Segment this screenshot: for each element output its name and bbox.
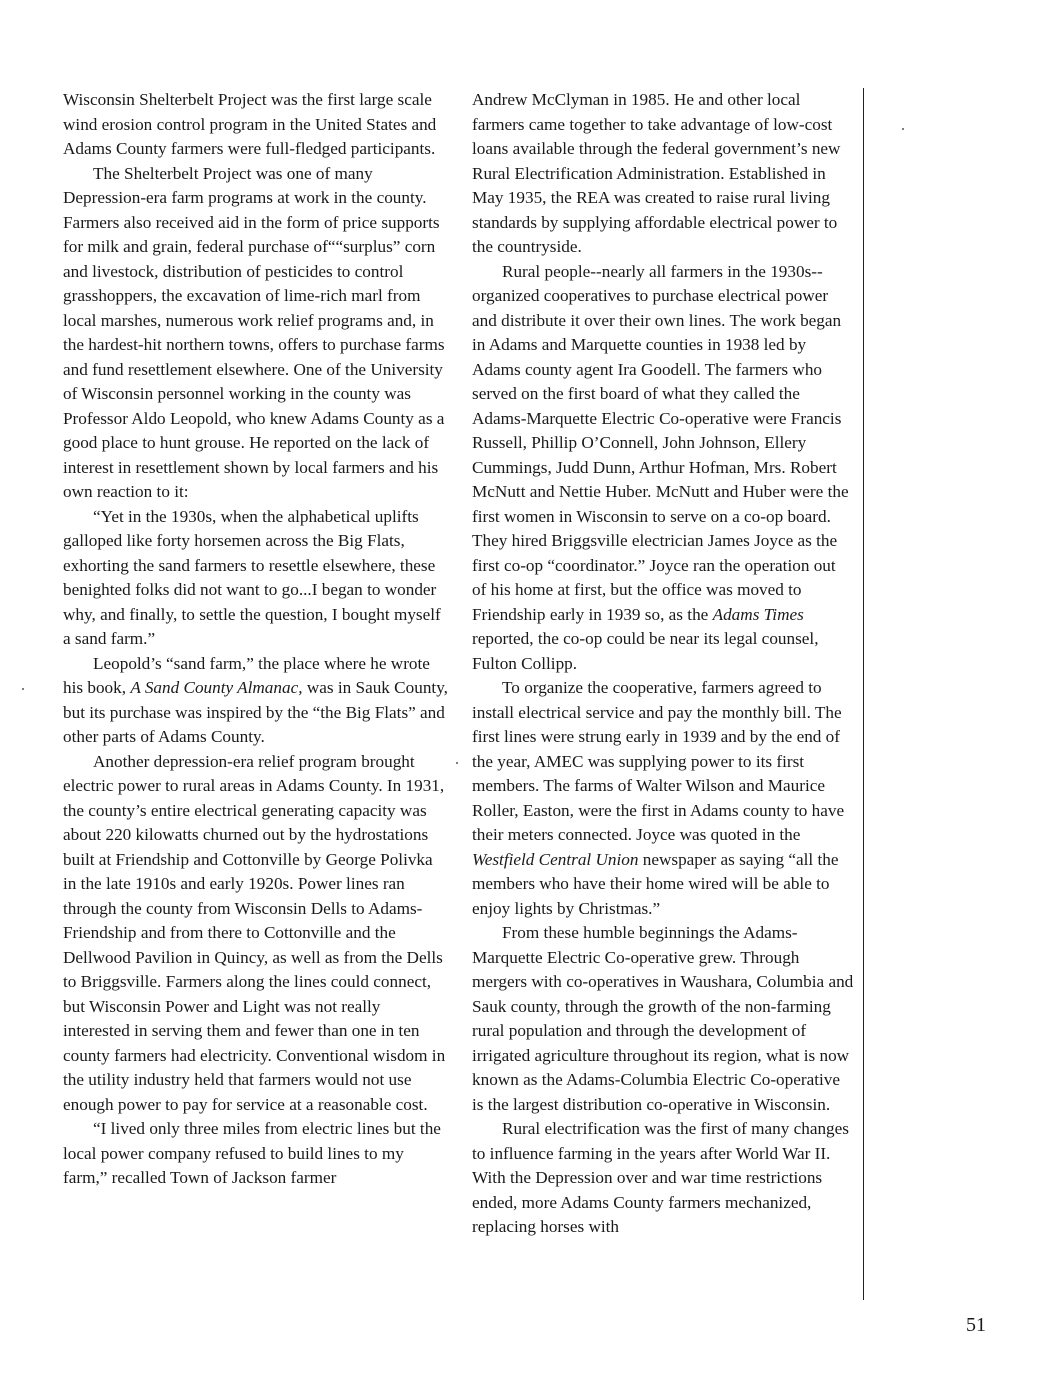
paragraph: Andrew McClyman in 1985. He and other local farmers came together to take advantage of low-cost loans available through the federal government’s new Rural Electrification Administration. Established in May 1935, the REA was created to raise rural living standards by supplying affordable electrical power to the countryside.: [472, 90, 841, 256]
right-column: [472, 88, 854, 1240]
paragraph: From these humble beginnings the Adams-Marquette Electric Co-operative grew. Through mergers with co-operatives in Waushara, Columbia and Sauk county, through the growth of the non-farming rural population and through the development of irrigated agriculture throughout its region, what is now known as the Adams-Columbia Electric Co-operative is the largest distribution co-operative in Wisconsin.: [472, 923, 854, 1114]
paragraph: Rural electrification was the first of many changes to influence farming in the years after World War II. With the Depression over and war time restrictions ended, more Adams County farmers mechanized, replacing horses with: [472, 1119, 849, 1236]
newspaper-title: Adams Times: [712, 604, 804, 624]
quote-paragraph: “Yet in the 1930s, when the alphabetical uplifts galloped like forty horsemen across the Big Flats, exhorting the sand farmers to resettle elsewhere, these benighted folks did not want to go...I began to wonder why, and finally, to settle the question, I bought myself a sand farm.”: [63, 506, 441, 648]
vertical-rule: [863, 88, 864, 1300]
paragraph: Wisconsin Shelterbelt Project was the first large scale wind erosion control program in the United States and Adams County farmers were full-fledged participants.: [63, 90, 437, 158]
paragraph: Leopold’s “sand farm,” the place where he wrote his book, A Sand County Almanac, was in Sauk County, but its purchase was inspired by the “the Big Flats” and other parts of Adams County.: [63, 653, 448, 746]
paragraph: To organize the cooperative, farmers agreed to install electrical service and pay the monthly bill. The first lines were strung early in 1939 and by the end of the year, AMEC was supplying power to its first members. The farms of Walter Wilson and Maurice Roller, Easton, were the first in Adams county to have their meters connected. Joyce was quoted in the Westfield Central Union newspaper as saying “all the members who have their home wired will be able to enjoy lights by Christmas.”: [472, 678, 845, 918]
book-title: A Sand County Almanac,: [130, 678, 303, 697]
paragraph: Another depression-era relief program brought electric power to rural areas in Adams County. In 1931, the county’s entire electrical generating capacity was about 220 kilowatts churned out by the hydrostations built at Friendship and Cottonville by George Polivka in the late 1910s and early 1920s. Power lines ran through the county from Wisconsin Dells to Adams-Friendship and from there to Cottonville and the Dellwood Pavilion in Quincy, as well as from the Dells to Briggsville. Farmers along the lines could connect, but Wisconsin Power and Light was not really interested in serving them and fewer than one in ten county farmers had electricity. Conventional wisdom in the utility industry held that farmers would not use enough power to pay for service at a reasonable cost.: [63, 751, 446, 1114]
paragraph: Rural people--nearly all farmers in the 1930s--organized cooperatives to purchase electrical power and distribute it over their own lines. The work began in Adams and Marquette counties in 1938 led by Adams county agent Ira Goodell. The farmers who served on the first board of what they called the Adams-Marquette Electric Co-operative were Francis Russell, Phillip O’Connell, John Johnson, Ellery Cummings, Judd Dunn, Arthur Hofman, Mrs. Robert McNutt and Nettie Huber. McNutt and Huber were the first women in Wisconsin to serve on a co-op board. They hired Briggsville electrician James Joyce as the first co-op “coordinator.” Joyce ran the operation out of his home at first, but the office was moved to Friendship early in 1939 so, as the Adams Times reported, the co-op could be near its legal counsel, Fulton Collipp.: [472, 261, 849, 673]
scan-speck: [456, 762, 458, 764]
scan-speck: [22, 688, 24, 690]
page-number: 51: [966, 1314, 986, 1336]
newspaper-title: Westfield Central Union: [472, 849, 639, 869]
paragraph: The Shelterbelt Project was one of many Depression-era farm programs at work in the county. Farmers also received aid in the form of price supports for milk and grain, federal purchase of““surplus” corn and livestock, distribution of pesticides to control grasshoppers, the excavation of lime-rich marl from local marshes, numerous work relief programs and, in the hardest-hit northern towns, offers to purchase farms and fund resettlement elsewhere. One of the University of Wisconsin personnel working in the county was Professor Aldo Leopold, who knew Adams County as a good place to hunt grouse. He reported on the lack of interest in resettlement shown by local farmers and his own reaction to it:: [63, 163, 445, 501]
left-column: [63, 88, 448, 1191]
paragraph: “I lived only three miles from electric lines but the local power company refused to build lines to my farm,” recalled Town of Jackson farmer: [63, 1119, 441, 1187]
scan-speck: [902, 128, 904, 130]
